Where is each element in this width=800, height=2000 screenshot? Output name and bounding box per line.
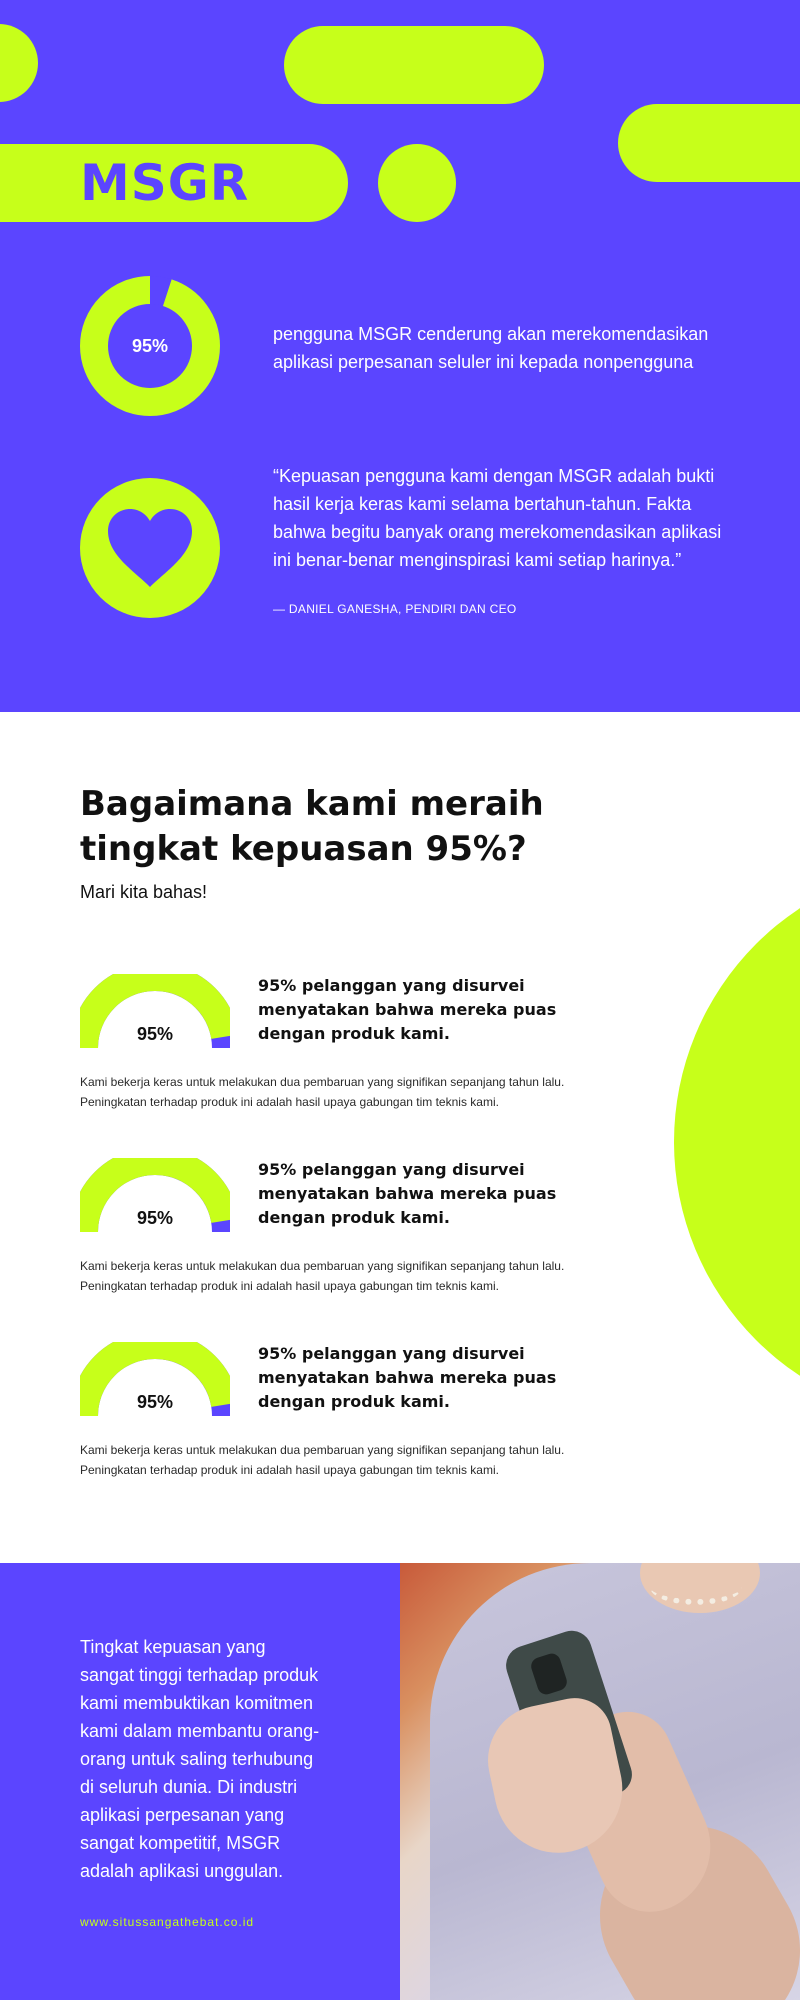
decor-circle bbox=[378, 144, 456, 222]
decor-pill bbox=[284, 26, 544, 104]
footer-panel bbox=[0, 1563, 400, 2000]
gauge-percent-label: 95% bbox=[136, 1208, 174, 1228]
donut-percent-label: 95% bbox=[131, 335, 169, 356]
stat-item-title: 95% pelanggan yang disurvei menyatakan bahwa mereka puas dengan produk kami. bbox=[258, 976, 557, 1043]
website-link[interactable]: www.situssangathebat.co.id bbox=[80, 1915, 255, 1929]
gauge-percent-label: 95% bbox=[136, 1024, 174, 1044]
quote-attribution: — DANIEL GANESHA, PENDIRI DAN CEO bbox=[273, 602, 517, 616]
testimonial-quote: “Kepuasan pengguna kami dengan MSGR adalah bukti hasil kerja keras kami selama bertahun-tahun. Fakta bahwa begitu banyak orang merekomendasikan aplikasi ini benar-benar menginspirasi kami setiap harinya.” bbox=[273, 466, 722, 570]
stat-item-body: Kami bekerja keras untuk melakukan dua pembaruan yang signifikan sepanjang tahun lalu. Peningkatan terhadap produk ini adalah hasil upaya gabungan tim teknis kami. bbox=[80, 1443, 565, 1477]
stat-item-body: Kami bekerja keras untuk melakukan dua pembaruan yang signifikan sepanjang tahun lalu. Peningkatan terhadap produk ini adalah hasil upaya gabungan tim teknis kami. bbox=[80, 1075, 565, 1109]
hero-section bbox=[0, 0, 800, 712]
footer-statement: Tingkat kepuasan yang sangat tinggi terhadap produk kami membuktikan komitmen kami dalam membantu orang-orang untuk saling terhubung di seluruh dunia. Di industri aplikasi perpesanan yang sangat kompetitif, MSGR adalah aplikasi unggulan. bbox=[80, 1637, 320, 1881]
brand-banner bbox=[0, 144, 348, 222]
decor-pill bbox=[618, 104, 800, 182]
satisfaction-section bbox=[0, 712, 800, 1563]
decor-half-circle bbox=[674, 862, 800, 1422]
gauge-percent-label: 95% bbox=[136, 1392, 174, 1412]
woman-holding-phone-photo bbox=[400, 1563, 800, 2000]
stat-item-body: Kami bekerja keras untuk melakukan dua pembaruan yang signifikan sepanjang tahun lalu. Peningkatan terhadap produk ini adalah hasil upaya gabungan tim teknis kami. bbox=[80, 1259, 565, 1293]
heart-icon bbox=[104, 507, 196, 589]
section-subhead: Mari kita bahas! bbox=[80, 882, 208, 902]
footer-section bbox=[0, 1563, 800, 2000]
section-headline: Bagaimana kami meraih tingkat kepuasan 95%? bbox=[80, 784, 544, 869]
decor-circle bbox=[0, 24, 38, 102]
heart-badge bbox=[80, 478, 220, 618]
stat-description: pengguna MSGR cenderung akan merekomendasikan aplikasi perpesanan seluler ini kepada nonpengguna bbox=[273, 324, 709, 372]
stat-item-title: 95% pelanggan yang disurvei menyatakan bahwa mereka puas dengan produk kami. bbox=[258, 1160, 557, 1227]
brand-logo: MSGR bbox=[80, 154, 250, 212]
stat-item-title: 95% pelanggan yang disurvei menyatakan bahwa mereka puas dengan produk kami. bbox=[258, 1344, 557, 1411]
